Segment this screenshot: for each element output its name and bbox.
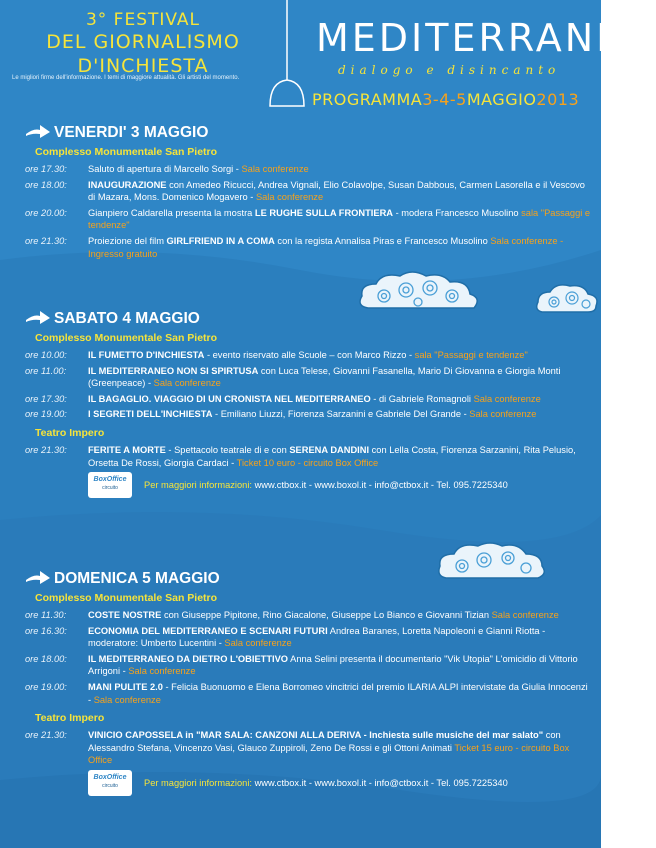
event-text — [88, 365, 592, 390]
event-list-2 — [12, 729, 592, 767]
event-row — [12, 393, 592, 406]
cloud-icon — [356, 268, 486, 316]
event-title: IL MEDITERRANEO DA DIETRO L'OBIETTIVO — [88, 653, 289, 664]
venue: Complesso Monumentale San Pietro — [35, 592, 218, 604]
event-row — [12, 349, 592, 362]
event-location: Sala conferenze — [241, 164, 309, 174]
event-row — [12, 729, 592, 767]
event-location: Sala conferenze — [473, 393, 541, 404]
day-saturday — [12, 310, 592, 498]
arrow-right-icon — [26, 122, 52, 140]
event-detail: - Spettacolo teatrale di e con — [165, 444, 290, 455]
event-detail: Saluto di apertura di Marcello Sorgi - — [88, 164, 242, 174]
event-text — [88, 625, 592, 650]
event-detail: con la regista Annalisa Piras e Francesco Musolino — [274, 235, 491, 246]
tagline: Le migliori firme dell'informazione. I temi di maggiore attualità. Gli artisti del momento. — [12, 75, 240, 81]
event-row — [12, 207, 592, 232]
venue-2: Teatro Impero — [35, 712, 105, 725]
event-text — [88, 408, 592, 421]
event-location: Ticket 10 euro - circuito Box Office — [236, 457, 379, 468]
event-detail: Anna Selini presenta il documentario "Vik Utopia" L'omicidio di Vittorio Arrigoni - — [88, 653, 578, 677]
festival-title — [14, 10, 272, 78]
event-detail: Gianpiero Caldarella presenta la mostra — [88, 207, 255, 218]
event-time: ore 20.00: — [25, 207, 67, 218]
event-row — [12, 653, 592, 678]
programma-days: 3-4-5 — [422, 90, 467, 109]
info-row — [88, 770, 592, 796]
day-sunday — [12, 570, 592, 796]
event-title: MANI PULITE 2.0 — [88, 681, 163, 692]
event-time: ore 17.30: — [25, 393, 67, 404]
event-text — [88, 609, 592, 622]
event-text — [88, 235, 592, 260]
day-title — [36, 310, 592, 328]
brand-subtitle: dialogo e disincanto — [338, 63, 561, 77]
event-location: Sala conferenze — [255, 192, 324, 203]
event-row — [12, 681, 592, 706]
event-location: Sala conferenze — [153, 378, 221, 389]
event-detail: - modera Francesco Musolino — [393, 207, 522, 218]
info-label: Per maggiori informazioni: — [144, 777, 252, 788]
event-row — [12, 444, 592, 469]
boxoffice-logo-sub: circuito — [102, 782, 118, 789]
boxoffice-logo-text: BoxOffice — [93, 773, 127, 781]
day-title-text: DOMENICA 5 MAGGIO — [54, 570, 220, 587]
event-text — [88, 393, 592, 406]
event-text — [88, 729, 592, 767]
event-title: INAUGURAZIONE — [88, 179, 167, 190]
event-title: IL BAGAGLIO. VIAGGIO DI UN CRONISTA NEL MEDITERRANEO — [88, 393, 371, 404]
event-row — [12, 408, 592, 421]
event-time: ore 21.30: — [25, 235, 67, 246]
venue: Complesso Monumentale San Pietro — [35, 332, 218, 344]
event-detail: con Luca Telese, Giovanni Fasanella, Mario Di Giovanna e Giorgia Monti (Greenpeace) - — [88, 365, 561, 389]
arrow-right-icon — [26, 568, 52, 586]
event-location: Sala conferenze — [224, 638, 292, 649]
event-text — [88, 179, 592, 204]
event-row — [12, 179, 592, 204]
event-location: Sala conferenze - Ingresso gratuito — [88, 235, 564, 259]
event-row — [12, 609, 592, 622]
event-text — [88, 653, 592, 678]
brand-title: MEDITERRANEO — [316, 16, 656, 60]
event-time: ore 21.30: — [25, 730, 67, 741]
event-title: ECONOMIA DEL MEDITERRANEO E SCENARI FUTURI — [88, 625, 328, 636]
event-title: IL MEDITERRANEO NON SI SPIRTUSA — [88, 365, 259, 376]
boxoffice-logo — [88, 770, 132, 796]
day-title — [36, 124, 592, 142]
day-friday — [12, 124, 592, 263]
event-time: ore 18.00: — [25, 653, 67, 664]
event-detail: Andrea Baranes, Loretta Napoleoni e Gianni Riotta - moderatore: Umberto Lucentini - — [88, 625, 546, 649]
event-row — [12, 235, 592, 260]
event-detail: con Lella Costa, Fiorenza Sarzanini, Rita Pelusio, Orsetta De Rossi, Giorgia Cardaci - — [88, 444, 576, 468]
event-location: Sala conferenze — [128, 666, 196, 677]
event-time: ore 19.00: — [25, 681, 67, 692]
event-location: Ticket 15 euro - circuito Box Office — [88, 742, 570, 766]
day-title-text: SABATO 4 MAGGIO — [54, 310, 200, 327]
event-detail: con Alessandro Stefana, Vincenzo Vasi, Glauco Zuppiroli, Zeno De Rossi e gli Ottoni Animati — [88, 730, 561, 753]
event-title: IL FUMETTO D'INCHIESTA — [88, 350, 205, 360]
event-row — [12, 625, 592, 650]
event-title: VINICIO CAPOSSELA in "MAR SALA: CANZONI ALLA DERIVA - Inchiesta sulle musiche del mar salato" — [88, 730, 544, 741]
venue-2: Teatro Impero — [35, 426, 105, 439]
event-list-2 — [12, 444, 592, 469]
event-time: ore 21.30: — [25, 444, 67, 455]
arrow-right-icon — [26, 308, 52, 326]
event-time: ore 11.30: — [25, 610, 67, 620]
event-time: ore 10.00: — [25, 350, 67, 360]
event-location: Sala conferenze — [469, 409, 537, 420]
programma-dates — [312, 90, 579, 109]
event-detail: - di Gabriele Romagnoli — [370, 393, 474, 404]
event-time: ore 19.00: — [25, 409, 67, 420]
festival-line1: 3° FESTIVAL — [85, 10, 201, 30]
event-title: LE RUGHE SULLA FRONTIERA — [254, 207, 393, 218]
event-detail: - Emiliano Liuzzi, Fiorenza Sarzanini e Gabriele Del Grande - — [212, 409, 470, 420]
festival-line2: DEL GIORNALISMO D'INCHIESTA — [46, 31, 240, 77]
boxoffice-logo — [88, 472, 132, 498]
event-location: Sala conferenze — [491, 610, 559, 620]
event-title: FERITE A MORTE — [88, 444, 166, 455]
info-row — [88, 472, 592, 498]
event-title: GIRLFRIEND IN A COMA — [166, 235, 275, 246]
event-detail: - evento riservato alle Scuole – con Marco Rizzo - — [204, 350, 415, 360]
programma-year: 2013 — [536, 90, 580, 109]
event-text — [88, 349, 592, 362]
event-text — [88, 207, 592, 232]
event-text — [88, 444, 592, 469]
event-title: SERENA DANDINI — [289, 444, 370, 455]
info-text — [144, 778, 508, 788]
event-location: Sala conferenze — [93, 694, 161, 705]
event-location: sala "Passaggi e tendenze" — [88, 207, 591, 231]
programma-month: MAGGIO — [466, 90, 537, 109]
boxoffice-logo-sub: circuito — [102, 485, 118, 492]
event-detail: con Amedeo Ricucci, Andrea Vignali, Elio Colavolpe, Susan Dabbous, Carmen Lasorella e il Vescovo di Mazara, Mons. Domenico Mogavero - — [88, 179, 585, 203]
venue: Complesso Monumentale San Pietro — [35, 146, 218, 158]
event-time: ore 16.30: — [25, 625, 67, 636]
event-detail: con Giuseppe Pipitone, Rino Giacalone, Giuseppe Lo Bianco e Giovanni Tizian — [161, 610, 492, 620]
event-location: sala "Passaggi e tendenze" — [414, 350, 528, 360]
lamp-icon — [262, 0, 312, 110]
info-label: Per maggiori informazioni: — [144, 480, 252, 491]
event-list — [12, 349, 592, 421]
day-title — [36, 570, 592, 588]
info-contacts: www.ctbox.it - www.boxol.it - info@ctbox.it - Tel. 095.7225340 — [254, 777, 508, 788]
event-title: I SEGRETI DELL'INCHIESTA — [88, 409, 213, 420]
event-title: COSTE NOSTRE — [88, 610, 162, 620]
event-row — [12, 365, 592, 390]
event-text — [88, 163, 592, 176]
event-time: ore 18.00: — [25, 179, 67, 190]
event-row — [12, 163, 592, 176]
event-detail: Proiezione del film — [88, 235, 167, 246]
event-detail: - Felicia Buonuomo e Elena Borromeo vincitrici del premio ILARIA ALPI intervistate da Giulia Innocenzi - — [88, 681, 588, 705]
info-text — [144, 480, 508, 490]
boxoffice-logo-text: BoxOffice — [93, 476, 127, 484]
event-list — [12, 609, 592, 706]
event-time: ore 11.00: — [25, 365, 67, 376]
info-contacts: www.ctbox.it - www.boxol.it - info@ctbox.it - Tel. 095.7225340 — [254, 480, 508, 491]
event-list — [12, 163, 592, 260]
programma-label: PROGRAMMA — [312, 90, 423, 109]
day-title-text: VENERDI' 3 MAGGIO — [54, 124, 209, 141]
event-time: ore 17.30: — [25, 164, 67, 174]
event-text — [88, 681, 592, 706]
